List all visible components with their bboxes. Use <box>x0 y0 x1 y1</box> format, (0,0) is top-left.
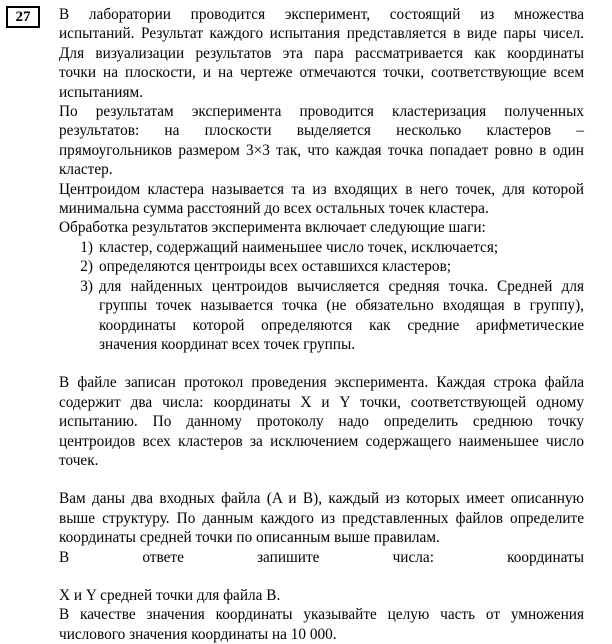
text-line: По результатам эксперимента проводится кластеризация полученных <box>59 103 584 121</box>
text-line: минимальна сумма расстояний до всех остальных точек кластера. <box>59 200 489 218</box>
text-line: для найденных центроидов вычисляется средняя точка. Средней для <box>99 277 584 295</box>
text-line: В лаборатории проводится эксперимент, состоящий из множества <box>59 6 584 23</box>
spacer <box>59 470 584 489</box>
spacer <box>59 354 584 373</box>
text-line: центроидов всех кластеров за исключением содержащего наименьшее число <box>59 432 584 450</box>
text-line: точек. <box>59 451 99 469</box>
text-line: содержит два числа: координаты X и Y точки, соответствующей одному <box>59 393 584 411</box>
text-line: В качестве значения координаты указывайте целую часть от умножения <box>59 606 584 624</box>
text-line: X и Y средней точки для файла B. <box>59 586 281 604</box>
text-line: определяются центроиды всех оставшихся кластеров; <box>99 258 452 276</box>
list-item <box>59 257 584 276</box>
text-line: группы точек называется точка (не обязательно входящая в группу), <box>99 297 584 315</box>
text-line: Центроидом кластера называется та из входящих в него точек, для которой <box>59 180 584 198</box>
text-line: координаты которой определяются как средние арифметические <box>99 316 584 334</box>
text-line: Обработка результатов эксперимента включает следующие шаги: <box>59 219 486 237</box>
text-line: кластер. <box>59 161 113 179</box>
text-line: испытанию. По данному протоколу надо определить среднюю точку <box>59 413 584 431</box>
text-line: результатов: на плоскости выделяется несколько кластеров – <box>59 122 584 140</box>
text-line: испытаниям. <box>59 83 144 101</box>
text-line: числового значения координаты на 10 000. <box>59 625 337 643</box>
text-line: прямоугольников размером 3×3 так, что каждая точка попадает ровно в один <box>59 141 584 159</box>
list-number: 1) <box>80 238 93 256</box>
text-line: В ответе запишите числа: координаты <box>59 548 584 566</box>
list-number: 3) <box>80 277 93 295</box>
text-line: кластер, содержащий наименьшее число точек, исключается; <box>99 238 499 256</box>
text-line: Для визуализации результатов эта пара рассматривается как координаты <box>59 44 584 62</box>
list-item <box>59 277 584 355</box>
text-line: значения координат всех точек группы. <box>99 335 356 353</box>
text-line: точки на плоскости, и на чертеже отмечаются точки, соответствующие всем <box>59 64 584 82</box>
task-text <box>59 5 584 644</box>
task-number-badge: 27 <box>6 6 40 28</box>
text-line: В файле записан протокол проведения эксперимента. Каждая строка файла <box>59 374 584 392</box>
spacer <box>59 567 584 586</box>
text-line: Вам даны два входных файла (A и B), каждый из которых имеет описанную <box>59 490 584 508</box>
list-item <box>59 238 584 257</box>
list-number: 2) <box>80 258 93 276</box>
text-line: испытаний. Результат каждого испытания представляется в виде пары чисел. <box>59 25 584 43</box>
text-line: координаты средней точки по описанным выше правилам. <box>59 529 440 547</box>
text-line: выше структуру. По данным каждого из представленных файлов определите <box>59 509 584 527</box>
